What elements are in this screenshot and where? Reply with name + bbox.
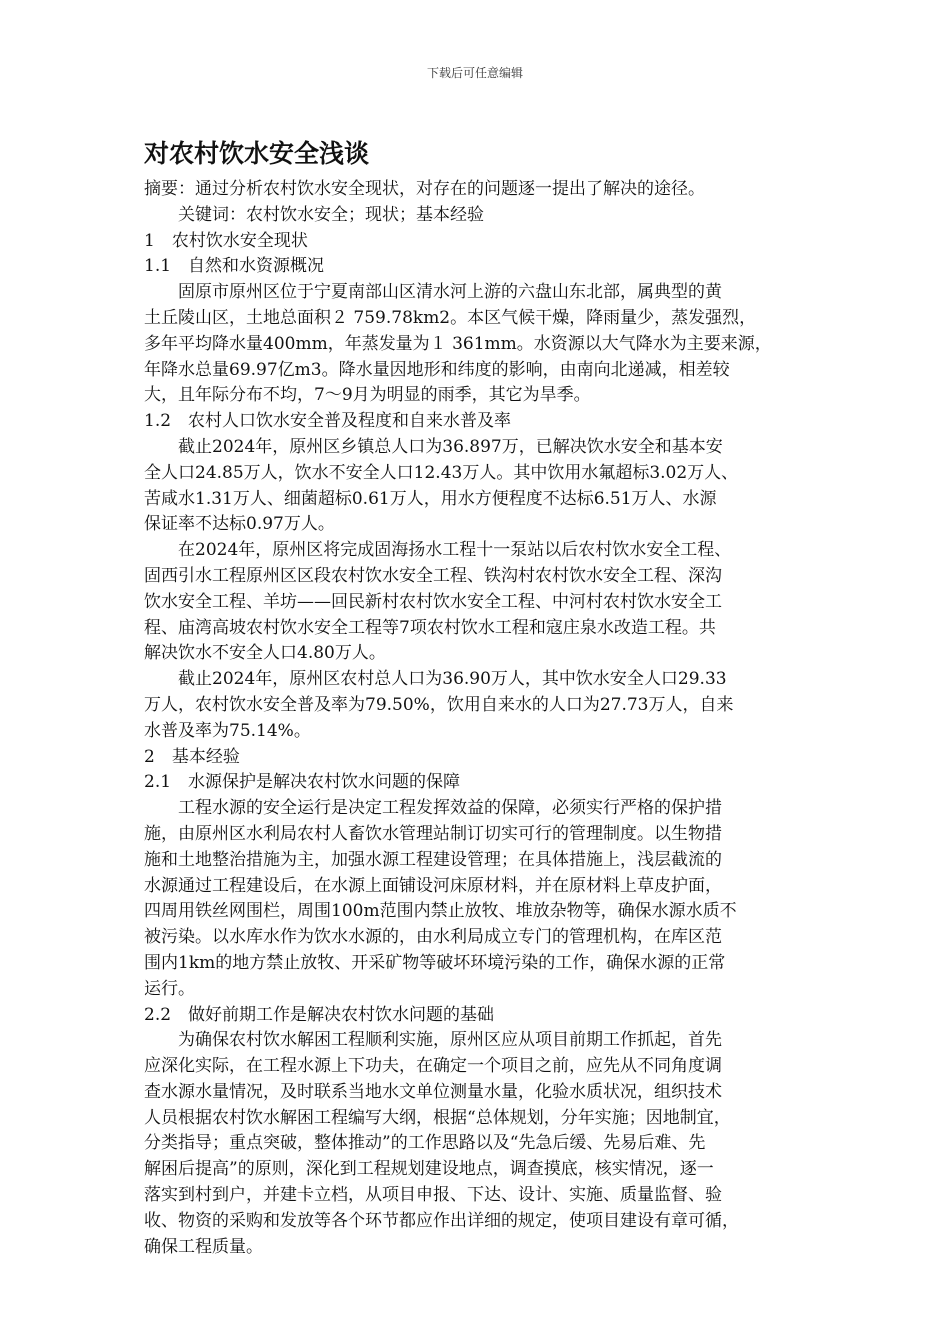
paragraph-line: 土丘陵山区，土地总面积２ 759.78km2。本区气候干燥，降雨量少，蒸发强烈， bbox=[144, 307, 757, 328]
paragraph-line: 运行。 bbox=[144, 978, 195, 999]
paragraph-line: 确保工程质量。 bbox=[144, 1236, 263, 1257]
document-body bbox=[144, 134, 806, 1260]
paragraph-line: 被污染。以水库水作为饮水水源的，由水利局成立专门的管理机构，在库区范 bbox=[144, 927, 722, 948]
paragraph-line: 解决饮水不安全人口4.80万人。 bbox=[144, 643, 386, 664]
paragraph-projects bbox=[144, 538, 806, 667]
paragraph-line: 饮水安全工程、羊坊——回民新村农村饮水安全工程、中河村农村饮水安全工 bbox=[144, 591, 722, 612]
paragraph-line: 固原市原州区位于宁夏南部山区清水河上游的六盘山东北部，属典型的黄 bbox=[178, 282, 722, 303]
paragraph-line: 分类指导；重点突破，整体推动”的工作思路以及“先急后缓、先易后难、先 bbox=[144, 1133, 706, 1154]
paragraph-line: 大，且年际分布不均，7～9月为明显的雨季，其它为旱季。 bbox=[144, 385, 591, 406]
paragraph-line: 水源通过工程建设后，在水源上面铺设河床原材料，并在原材料上草皮护面， bbox=[144, 875, 722, 896]
paragraph-line: 查水源水量情况，及时联系当地水文单位测量水量，化验水质状况，组织技术 bbox=[144, 1081, 722, 1102]
paragraph-line: 多年平均降水量400mm，年蒸发量为１ 361mm。水资源以大气降水为主要来源， bbox=[144, 333, 772, 354]
paragraph-line: 解困后提高”的原则，深化到工程规划建设地点，调查摸底，核实情况，逐一 bbox=[144, 1159, 714, 1180]
paragraph-coverage-rate bbox=[144, 667, 806, 744]
paragraph-line: 工程水源的安全运行是决定工程发挥效益的保障，必须实行严格的保护措 bbox=[178, 798, 722, 819]
paragraph-line: 在2024年，原州区将完成固海扬水工程十一泵站以后农村饮水安全工程、 bbox=[178, 540, 732, 561]
paragraph-natural-resources bbox=[144, 280, 806, 409]
subsection-heading-1-1: 1.1 自然和水资源概况 bbox=[144, 256, 325, 277]
paragraph-line: 截止2024年，原州区农村总人口为36.90万人，其中饮水安全人口29.33 bbox=[178, 669, 727, 690]
paragraph-line: 年降水总量69.97亿m3。降水量因地形和纬度的影响，由南向北递减，相差较 bbox=[144, 359, 730, 380]
paragraph-line: 应深化实际，在工程水源上下功夫，在确定一个项目之前，应先从不同角度调 bbox=[144, 1056, 722, 1077]
paragraph-line: 施和土地整治措施为主，加强水源工程建设管理；在具体措施上，浅层截流的 bbox=[144, 849, 722, 870]
paragraph-line: 围内1km的地方禁止放牧、开采矿物等破坏环境污染的工作，确保水源的正常 bbox=[144, 952, 726, 973]
subsection-heading-1-2: 1.2 农村人口饮水安全普及程度和自来水普及率 bbox=[144, 411, 512, 432]
subsection-heading-2-2: 2.2 做好前期工作是解决农村饮水问题的基础 bbox=[144, 1004, 495, 1025]
paragraph-population-stats bbox=[144, 435, 806, 538]
paragraph-line: 落实到村到户，并建卡立档，从项目申报、下达、设计、实施、质量监督、验 bbox=[144, 1185, 722, 1206]
paragraph-line: 全人口24.85万人，饮水不安全人口12.43万人。其中饮用水氟超标3.02万人、 bbox=[144, 462, 739, 483]
section-heading-1: 1 农村饮水安全现状 bbox=[144, 230, 308, 251]
paragraph-line: 施，由原州区水利局农村人畜饮水管理站制订切实可行的管理制度。以生物措 bbox=[144, 823, 722, 844]
paragraph-line: 保证率不达标0.97万人。 bbox=[144, 514, 335, 535]
paragraph-line: 人员根据农村饮水解困工程编写大纲，根据“总体规划，分年实施；因地制宜， bbox=[144, 1107, 731, 1128]
paragraph-line: 为确保农村饮水解困工程顺利实施，原州区应从项目前期工作抓起，首先 bbox=[178, 1030, 722, 1051]
page-header-note: 下载后可任意编辑 bbox=[426, 66, 523, 80]
paragraph-line: 截止2024年，原州区乡镇总人口为36.897万，已解决饮水安全和基本安 bbox=[178, 436, 723, 457]
section-heading-2: 2 基本经验 bbox=[144, 746, 240, 767]
paragraph-preliminary-work bbox=[144, 1028, 806, 1260]
subsection-heading-2-1: 2.1 水源保护是解决农村饮水问题的保障 bbox=[144, 772, 461, 793]
paragraph-line: 万人，农村饮水安全普及率为79.50%，饮用自来水的人口为27.73万人，自来 bbox=[144, 694, 734, 715]
keywords: 关键词：农村饮水安全；现状；基本经验 bbox=[178, 204, 484, 225]
abstract: 摘要：通过分析农村饮水安全现状，对存在的问题逐一提出了解决的途径。 bbox=[144, 179, 705, 199]
paragraph-water-source-protection bbox=[144, 796, 806, 1002]
paragraph-line: 苦咸水1.31万人、细菌超标0.61万人，用水方便程度不达标6.51万人、水源 bbox=[144, 488, 717, 509]
paragraph-line: 程、庙湾高坡农村饮水安全工程等7项农村饮水工程和寇庄泉水改造工程。共 bbox=[144, 617, 716, 638]
paragraph-line: 水普及率为75.14%。 bbox=[144, 720, 311, 741]
document-title: 对农村饮水安全浅谈 bbox=[144, 139, 370, 168]
paragraph-line: 收、物资的采购和发放等各个环节都应作出详细的规定，使项目建设有章可循， bbox=[144, 1210, 739, 1231]
paragraph-line: 固西引水工程原州区区段农村饮水安全工程、铁沟村农村饮水安全工程、深沟 bbox=[144, 565, 722, 586]
paragraph-line: 四周用铁丝网围栏，周围100m范围内禁止放牧、堆放杂物等，确保水源水质不 bbox=[144, 901, 737, 922]
